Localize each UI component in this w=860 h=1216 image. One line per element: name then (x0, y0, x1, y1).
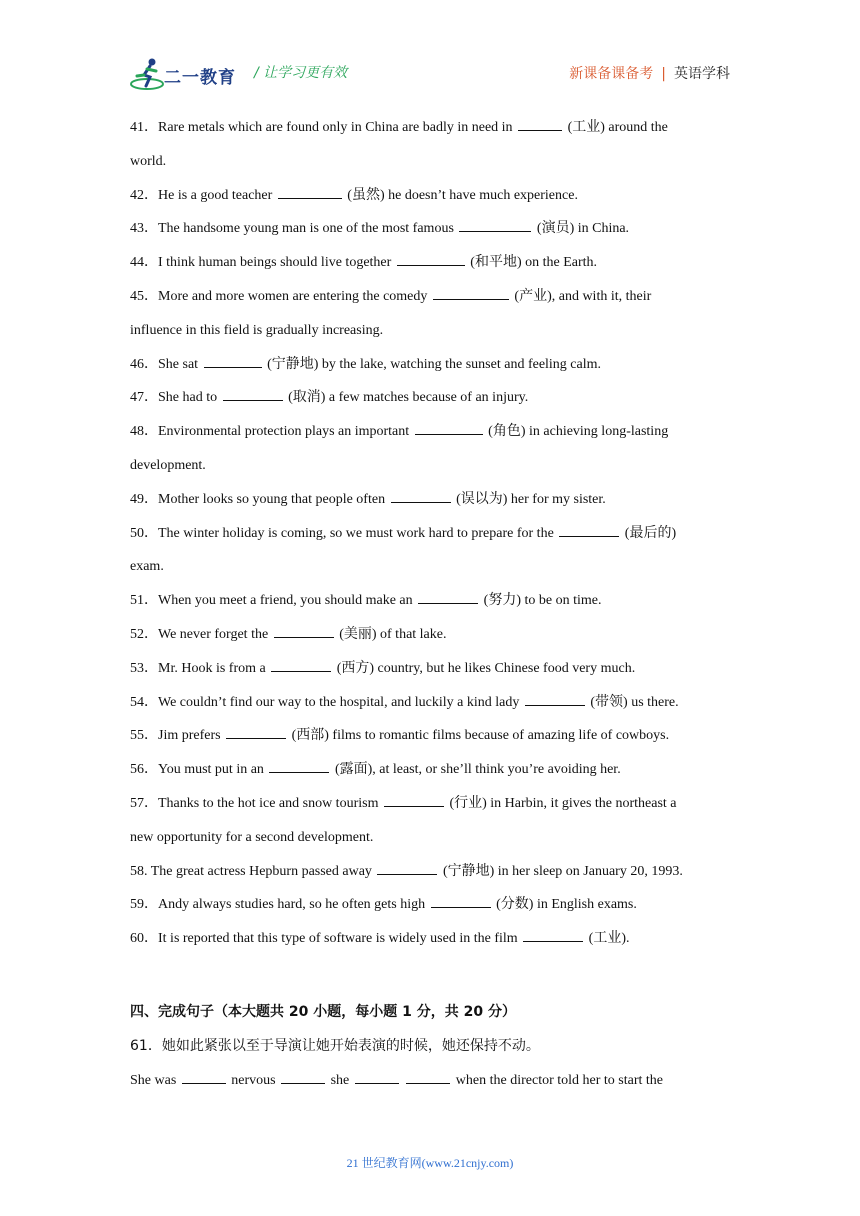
question-number: 43． (130, 221, 158, 237)
question-text: The handsome young man is one of the most famous (158, 221, 454, 237)
question-hint: (产业), and with it, their (514, 288, 652, 304)
question-47 (130, 381, 735, 415)
question-number: 41． (130, 120, 158, 135)
question-hint: (工业) around the (567, 120, 668, 135)
question-text: The great actress Hepburn passed away (150, 863, 372, 879)
question-number: 47． (130, 390, 158, 406)
answer-blank[interactable] (182, 1069, 226, 1084)
question-hint: (最后的) (624, 525, 677, 541)
question-text: She sat (158, 356, 199, 372)
q61-text-end: when the director told her to start the (455, 1072, 663, 1088)
running-man-icon (130, 56, 164, 92)
question-49 (130, 483, 735, 517)
question-52 (130, 618, 735, 652)
question-hint: (角色) in achieving long-lasting (488, 424, 669, 440)
answer-blank[interactable] (223, 386, 283, 401)
subject-label: 英语学科 (674, 66, 730, 82)
question-number: 50． (130, 525, 158, 541)
section-spacer (130, 956, 735, 996)
question-hint: (努力) to be on time. (483, 593, 602, 609)
question-57 (130, 787, 735, 821)
question-number: 60． (130, 931, 158, 947)
question-number: 56． (130, 762, 158, 778)
question-hint: (露面), at least, or she’ll think you’re avoiding her. (334, 762, 621, 778)
question-text: Environmental protection plays an important (158, 424, 410, 440)
section-title: 四、完成句子（本大题共 20 小题，每小题 1 分，共 20 分） (130, 1003, 516, 1020)
question-55 (130, 719, 735, 753)
answer-blank[interactable] (433, 285, 509, 300)
answer-blank[interactable] (271, 657, 331, 672)
question-48 (130, 415, 735, 449)
answer-blank[interactable] (559, 522, 619, 537)
answer-blank[interactable] (406, 1069, 450, 1084)
answer-blank[interactable] (281, 1069, 325, 1084)
question-hint: (行业) in Harbin, it gives the northeast a (449, 795, 677, 811)
header-course-info (569, 63, 730, 83)
question-number: 42． (130, 187, 158, 203)
question-46 (130, 348, 735, 382)
question-number: 44． (130, 255, 158, 271)
question-number: 59． (130, 897, 158, 913)
question-53 (130, 652, 735, 686)
question-list (130, 111, 735, 1097)
q61-word-2: she (330, 1072, 350, 1088)
answer-blank[interactable] (384, 792, 444, 807)
answer-blank[interactable] (278, 184, 342, 199)
q61-text-start: She was (130, 1072, 177, 1088)
question-hint: (宁静地) by the lake, watching the sunset and feeling calm. (267, 356, 602, 372)
question-number: 45． (130, 288, 158, 304)
question-43 (130, 212, 735, 246)
question-hint: (西部) films to romantic films because of amazing life of cowboys. (291, 728, 670, 744)
question-hint: (带领) us there. (590, 694, 679, 710)
question-text: Mother looks so young that people often (158, 491, 386, 507)
question-number: 48． (130, 424, 158, 440)
question-41-cont: world. (130, 153, 167, 169)
header-separator: | (661, 66, 666, 82)
question-text: The winter holiday is coming, so we must work hard to prepare for the (158, 525, 554, 541)
question-text: We couldn’t find our way to the hospital, and luckily a kind lady (158, 694, 520, 710)
question-number: 54． (130, 694, 158, 710)
answer-blank[interactable] (377, 860, 437, 875)
question-57-cont: new opportunity for a second development. (130, 829, 374, 845)
answer-blank[interactable] (525, 691, 585, 706)
question-54 (130, 686, 735, 720)
question-48-cont: development. (130, 457, 206, 473)
slogan: / 让学习更有效 (254, 65, 348, 81)
answer-blank[interactable] (431, 893, 491, 908)
question-number: 58. (130, 863, 151, 879)
question-text: She had to (158, 390, 218, 406)
brand-logo (130, 56, 248, 92)
course-label: 新课备课备考 (569, 66, 654, 82)
question-number: 57． (130, 795, 158, 811)
question-hint: (宁静地) in her sleep on January 20, 1993. (442, 863, 683, 879)
answer-blank[interactable] (459, 217, 531, 232)
question-56 (130, 753, 735, 787)
question-61-chinese: 61．她如此紧张以至于导演让她开始表演的时候，她还保持不动。 (130, 1037, 540, 1054)
answer-blank[interactable] (274, 623, 334, 638)
page-footer: 21 世纪教育网(www.21cnjy.com) (346, 1156, 514, 1170)
question-44 (130, 246, 735, 280)
question-hint: (分数) in English exams. (496, 897, 637, 913)
question-51 (130, 584, 735, 618)
question-45-cont: influence in this field is gradually increasing. (130, 322, 384, 338)
question-hint: (工业). (588, 931, 630, 947)
question-hint: (和平地) on the Earth. (470, 255, 598, 271)
answer-blank[interactable] (391, 488, 451, 503)
question-42 (130, 179, 735, 213)
question-number: 52． (130, 626, 158, 642)
question-text: Mr. Hook is from a (158, 660, 266, 676)
answer-blank[interactable] (518, 116, 562, 131)
answer-blank[interactable] (397, 251, 465, 266)
question-number: 49． (130, 491, 158, 507)
question-text: We never forget the (158, 626, 269, 642)
question-text: When you meet a friend, you should make an (158, 593, 413, 609)
question-hint: (演员) in China. (536, 221, 630, 237)
question-number: 53． (130, 660, 158, 676)
question-58 (130, 855, 735, 889)
answer-blank[interactable] (523, 927, 583, 942)
answer-blank[interactable] (418, 589, 478, 604)
question-text: It is reported that this type of software is widely used in the film (158, 931, 518, 947)
question-hint: (误以为) her for my sister. (456, 491, 606, 507)
question-45 (130, 280, 735, 314)
question-text: Andy always studies hard, so he often gets high (158, 897, 426, 913)
question-41 (130, 111, 735, 145)
answer-blank[interactable] (269, 758, 329, 773)
question-text: Jim prefers (158, 728, 221, 744)
question-hint: (虽然) he doesn’t have much experience. (347, 187, 578, 203)
answer-blank[interactable] (226, 724, 286, 739)
question-50 (130, 517, 735, 551)
question-50-cont: exam. (130, 559, 164, 575)
question-number: 55． (130, 728, 158, 744)
question-text: More and more women are entering the comedy (158, 288, 428, 304)
question-text: I think human beings should live together (158, 255, 392, 271)
question-text: Rare metals which are found only in China are badly in need in (158, 120, 513, 135)
question-text: You must put in an (158, 762, 264, 778)
page-header (130, 56, 730, 92)
answer-blank[interactable] (415, 420, 483, 435)
question-60 (130, 922, 735, 956)
question-number: 46． (130, 356, 158, 372)
answer-blank[interactable] (355, 1069, 399, 1084)
question-hint: (取消) a few matches because of an injury. (288, 390, 529, 406)
question-number: 51． (130, 593, 158, 609)
question-hint: (美丽) of that lake. (339, 626, 447, 642)
question-text: He is a good teacher (158, 187, 273, 203)
question-59 (130, 888, 735, 922)
answer-blank[interactable] (204, 353, 262, 368)
logo-text: 二一教育 (164, 68, 236, 88)
question-text: Thanks to the hot ice and snow tourism (158, 795, 379, 811)
question-61-english (130, 1064, 735, 1098)
q61-word-1: nervous (231, 1072, 276, 1088)
question-hint: (西方) country, but he likes Chinese food very much. (336, 660, 636, 676)
